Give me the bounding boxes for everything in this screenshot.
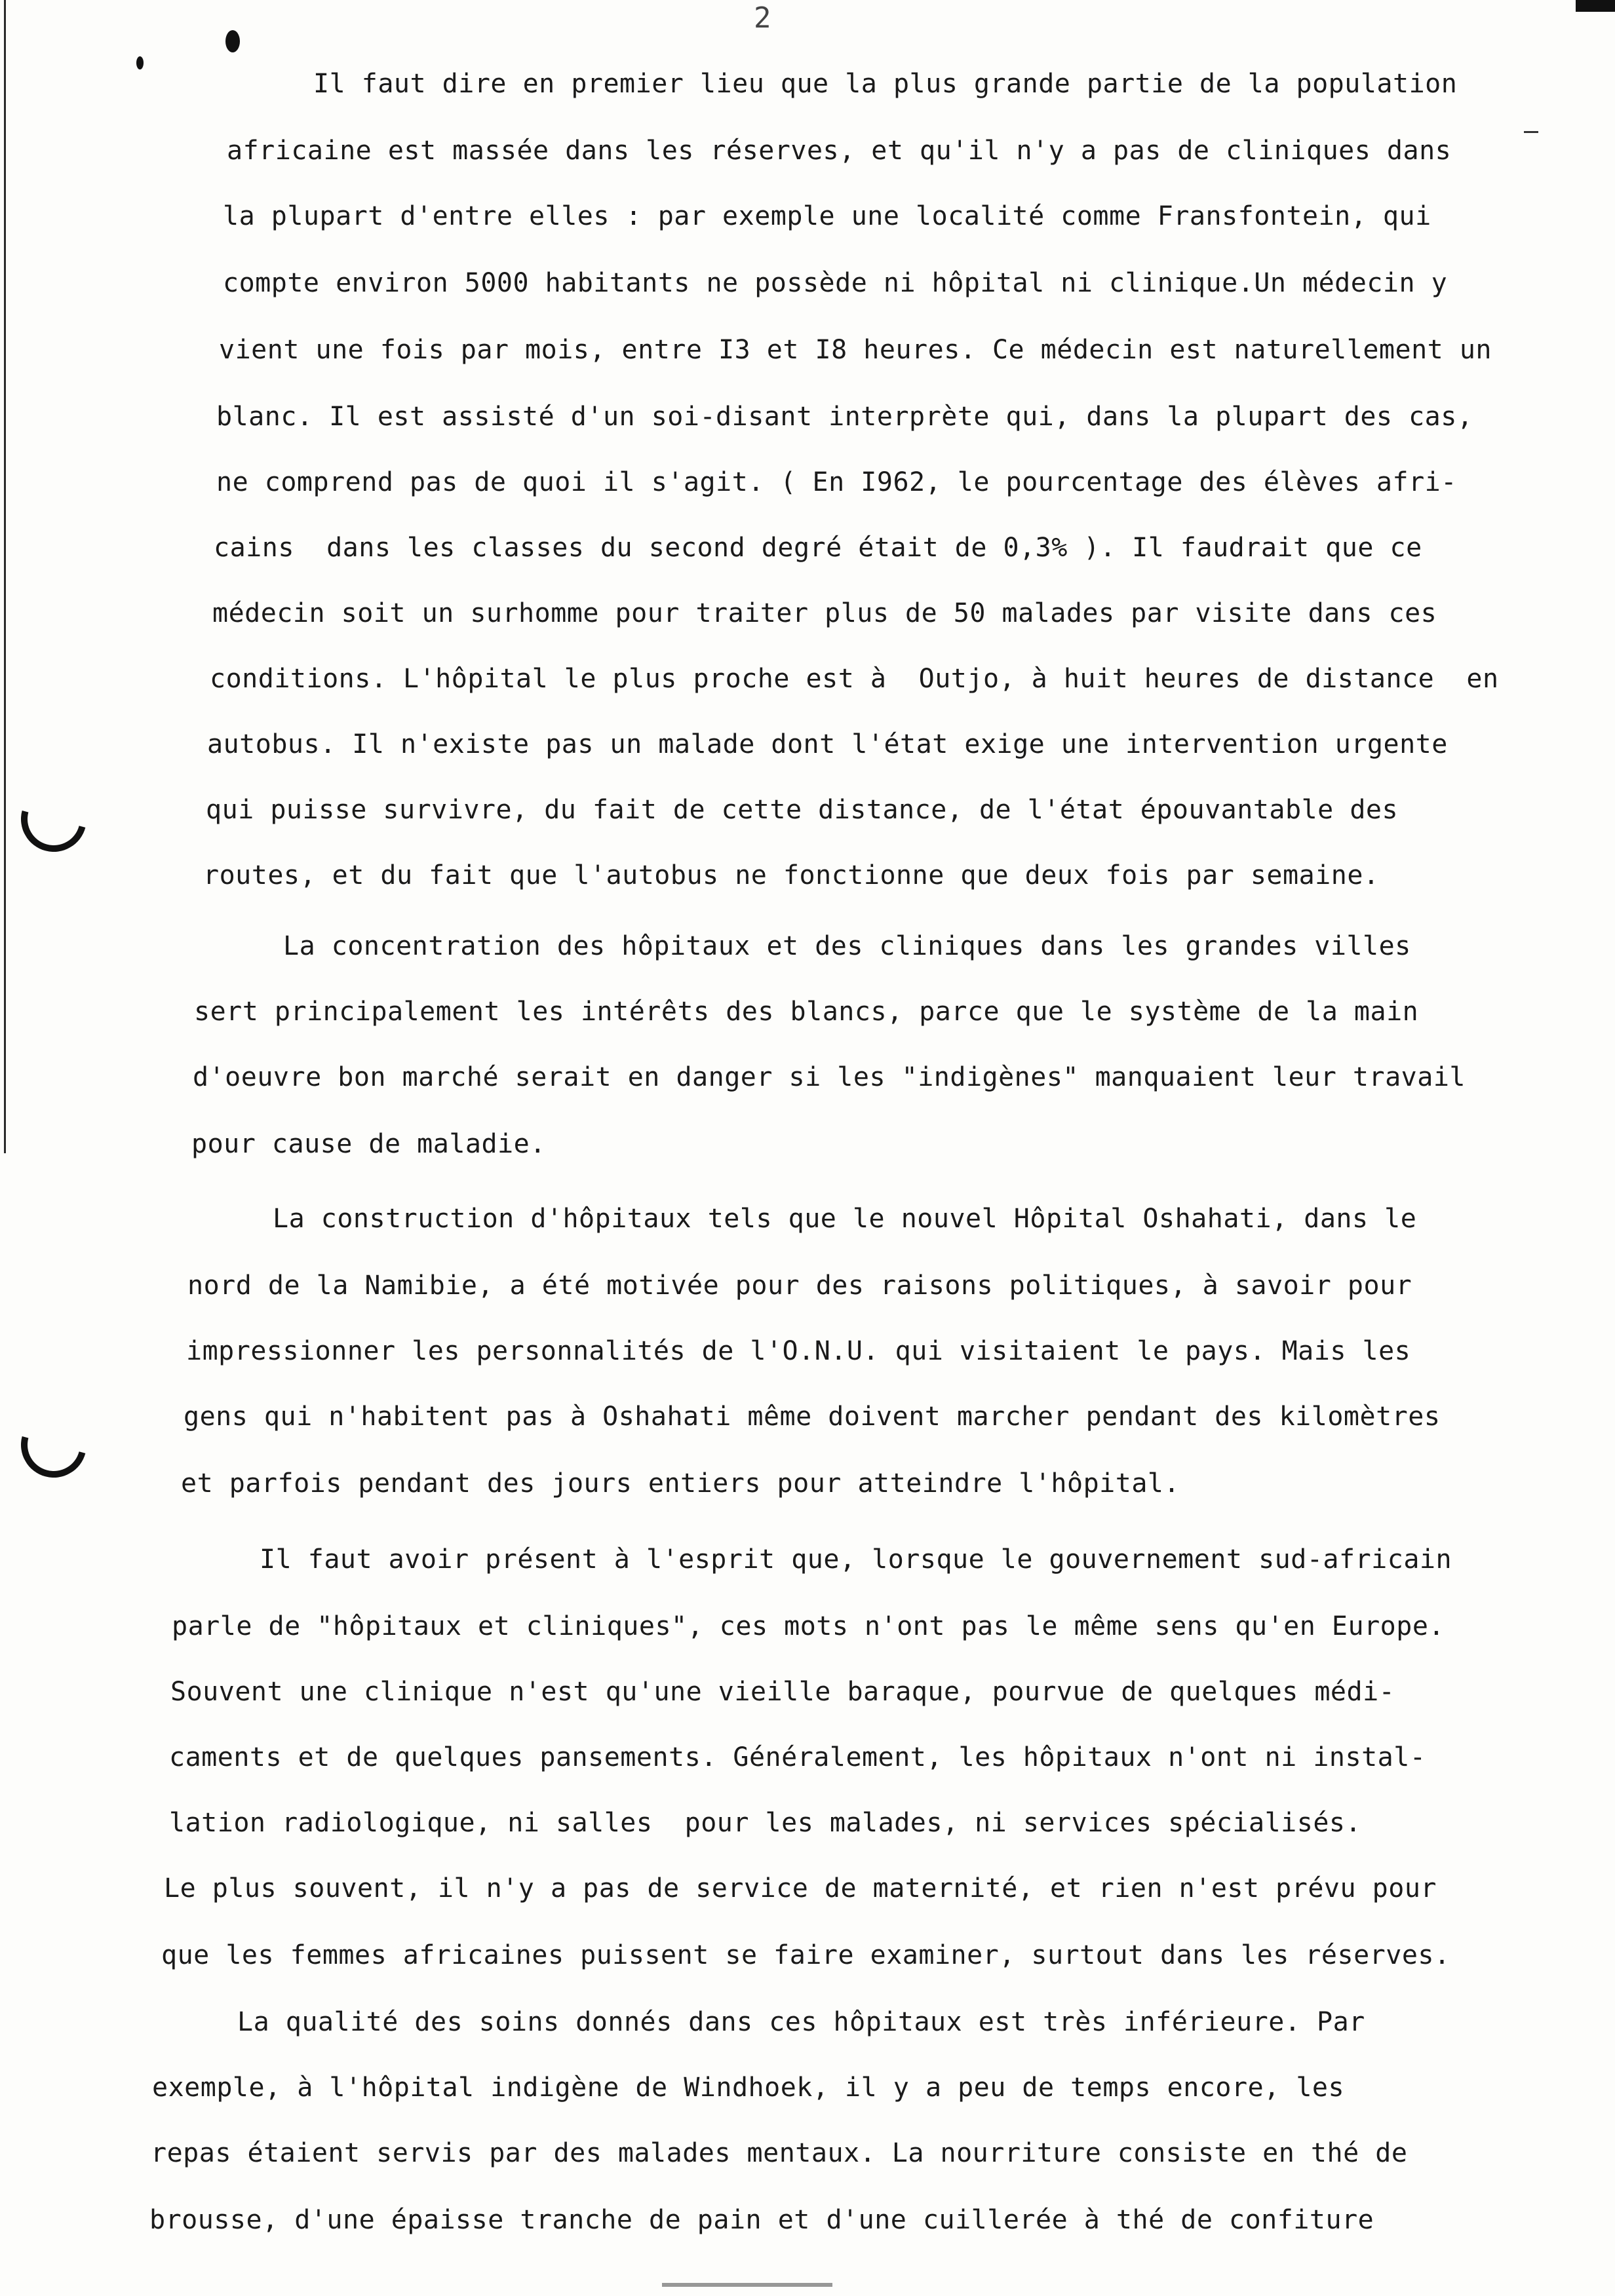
text-line: brousse, d'une épaisse tranche de pain et d'une cuillerée à thé de confiture — [149, 2205, 1374, 2235]
scan-corner-mark — [1576, 0, 1615, 12]
text-line: médecin soit un surhomme pour traiter plus de 50 malades par visite dans ces — [212, 598, 1437, 628]
text-line: La qualité des soins donnés dans ces hôpitaux est très inférieure. Par — [237, 2007, 1365, 2037]
text-line: Le plus souvent, il n'y a pas de service de maternité, et rien n'est prévu pour — [164, 1873, 1437, 1904]
ink-dot-mark — [225, 30, 240, 52]
text-line: blanc. Il est assisté d'un soi-disant interprète qui, dans la plupart des cas, — [216, 402, 1473, 432]
text-line: nord de la Namibie, a été motivée pour des raisons politiques, à savoir pour — [187, 1271, 1412, 1301]
text-line: repas étaient servis par des malades mentaux. La nourriture consiste en thé de — [151, 2138, 1408, 2168]
text-line: cains dans les classes du second degré était de 0,3% ). Il faudrait que ce — [214, 533, 1422, 563]
text-line: La construction d'hôpitaux tels que le nouvel Hôpital Oshahati, dans le — [273, 1204, 1417, 1234]
page-number: 2 — [754, 1, 771, 35]
text-line: La concentration des hôpitaux et des cliniques dans les grandes villes — [283, 931, 1411, 961]
text-line: routes, et du fait que l'autobus ne fonctionne que deux fois par semaine. — [203, 860, 1380, 890]
margin-dash-mark — [1524, 131, 1538, 133]
text-line: africaine est massée dans les réserves, et qu'il n'y a pas de cliniques dans — [227, 136, 1452, 166]
text-line: vient une fois par mois, entre I3 et I8 heures. Ce médecin est naturellement un — [219, 335, 1492, 365]
text-line: parle de "hôpitaux et cliniques", ces mots n'ont pas le même sens qu'en Europe. — [172, 1611, 1445, 1641]
text-line: d'oeuvre bon marché serait en danger si les "indigènes" manquaient leur travail — [193, 1062, 1466, 1092]
text-line: ne comprend pas de quoi il s'agit. ( En I962, le pourcentage des élèves afri- — [216, 467, 1457, 497]
bottom-smudge-mark — [662, 2283, 832, 2287]
scan-edge-mark — [4, 0, 6, 1153]
punch-hole-mark — [9, 775, 99, 864]
text-line: gens qui n'habitent pas à Oshahati même doivent marcher pendant des kilomètres — [184, 1402, 1441, 1432]
text-line: que les femmes africaines puissent se faire examiner, surtout dans les réserves. — [161, 1940, 1450, 1970]
text-line: lation radiologique, ni salles pour les malades, ni services spécialisés. — [169, 1808, 1362, 1838]
text-line: la plupart d'entre elles : par exemple une localité comme Fransfontein, qui — [223, 201, 1431, 231]
text-line: autobus. Il n'existe pas un malade dont l'état exige une intervention urgente — [207, 729, 1448, 759]
text-line: impressionner les personnalités de l'O.N.U. qui visitaient le pays. Mais les — [186, 1336, 1411, 1366]
text-line: caments et de quelques pansements. Généralement, les hôpitaux n'ont ni instal- — [169, 1742, 1426, 1772]
text-line: pour cause de maladie. — [191, 1129, 546, 1159]
ink-dot-mark — [136, 56, 144, 69]
text-line: Souvent une clinique n'est qu'une vieille baraque, pourvue de quelques médi- — [170, 1677, 1395, 1707]
text-line: exemple, à l'hôpital indigène de Windhoek, il y a peu de temps encore, les — [152, 2073, 1345, 2103]
text-line: Il faut dire en premier lieu que la plus grande partie de la population — [313, 69, 1458, 99]
text-line: sert principalement les intérêts des blancs, parce que le système de la main — [194, 997, 1419, 1027]
text-line: compte environ 5000 habitants ne possède ni hôpital ni clinique.Un médecin y — [223, 268, 1448, 298]
text-line: conditions. L'hôpital le plus proche est à Outjo, à huit heures de distance en — [210, 664, 1499, 694]
punch-hole-mark — [9, 1400, 99, 1490]
text-line: et parfois pendant des jours entiers pour atteindre l'hôpital. — [181, 1468, 1180, 1499]
text-line: Il faut avoir présent à l'esprit que, lorsque le gouvernement sud-africain — [260, 1544, 1452, 1575]
text-line: qui puisse survivre, du fait de cette distance, de l'état épouvantable des — [206, 795, 1399, 825]
